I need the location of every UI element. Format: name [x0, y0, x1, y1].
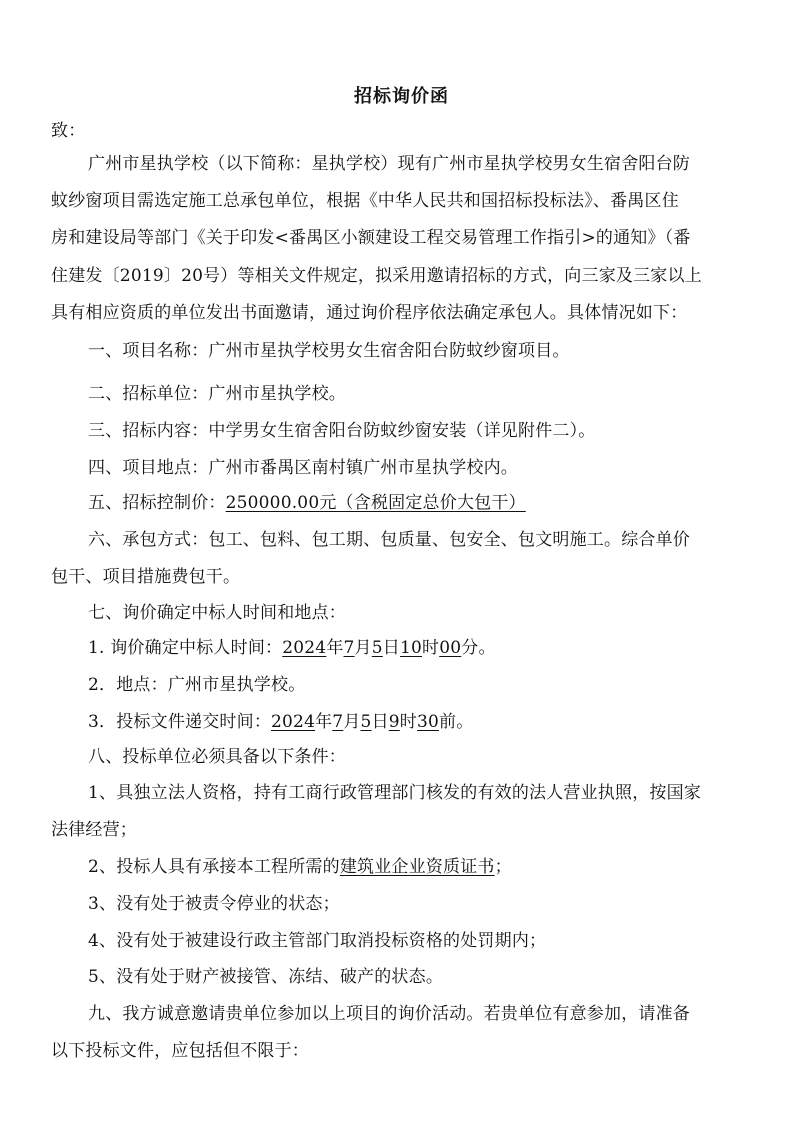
minute-unit: 分。 — [461, 638, 496, 658]
hour-unit: 时 — [399, 712, 417, 732]
inquiry-hour: 10 — [399, 638, 423, 658]
contract-mode-line-2: 包干、项目措施费包干。 — [51, 567, 241, 587]
submission-minute: 30 — [417, 712, 440, 732]
condition-1-line-2: 法律经营； — [51, 820, 137, 840]
submission-day: 5 — [360, 712, 372, 732]
invitation-line-1: 九、我方诚意邀请贵单位参加以上项目的询价活动。若贵单位有意参加，请准备 — [88, 1004, 690, 1024]
requirements-heading: 八、投标单位必须具备以下条件： — [88, 747, 346, 767]
control-price-value: 250000.00元（含税固定总价大包干） — [225, 493, 526, 513]
contract-mode-line-1: 六、承包方式：包工、包料、包工期、包质量、包安全、包文明施工。综合单价 — [88, 530, 690, 550]
project-name: 一、项目名称：广州市星执学校男女生宿舍阳台防蚊纱窗项目。 — [88, 341, 570, 361]
hour-unit: 时 — [422, 638, 440, 658]
condition-2 — [88, 855, 512, 879]
invitation-line-2: 以下投标文件，应包括但不限于： — [51, 1041, 309, 1061]
inquiry-heading: 七、询价确定中标人时间和地点： — [88, 603, 346, 623]
intro-line-5: 具有相应资质的单位发出书面邀请，通过询价程序依法确定承包人。具体情况如下： — [51, 303, 688, 323]
intro-line-3: 房和建设局等部门《关于印发<番禺区小额建设工程交易管理工作指引>的通知》（番 — [51, 228, 691, 248]
inquiry-year: 2024 — [282, 638, 327, 658]
tender-content: 三、招标内容：中学男女生宿舍阳台防蚊纱窗安装（详见附件二）。 — [88, 421, 596, 441]
qualification-certificate: 建筑业企业资质证书 — [339, 857, 495, 877]
year-unit: 年 — [315, 712, 333, 732]
control-price-label: 五、招标控制价： — [88, 493, 226, 513]
inquiry-place: 2．地点：广州市星执学校。 — [88, 675, 306, 695]
inquiry-minute: 00 — [439, 638, 462, 658]
control-price — [88, 491, 526, 515]
intro-line-2: 蚊纱窗项目需选定施工总承包单位，根据《中华人民共和国招标投标法》、番禺区住 — [51, 191, 679, 211]
submission-hour: 9 — [388, 712, 400, 732]
inquiry-month: 7 — [343, 638, 355, 658]
inquiry-day: 5 — [371, 638, 383, 658]
intro-line-4: 住建发〔2019〕20号）等相关文件规定，拟采用邀请招标的方式，向三家及三家以上 — [51, 266, 702, 286]
project-location: 四、项目地点：广州市番禺区南村镇广州市星执学校内。 — [88, 458, 518, 478]
submission-month: 7 — [332, 712, 344, 732]
condition-5: 5、没有处于财产被接管、冻结、破产的状态。 — [88, 967, 444, 987]
minute-unit: 前。 — [439, 712, 474, 732]
intro-line-1: 广州市星执学校（以下简称：星执学校）现有广州市星执学校男女生宿舍阳台防 — [88, 154, 690, 174]
document-title: 招标询价函 — [354, 86, 449, 107]
inquiry-time-label: 1. 询价确定中标人时间： — [88, 638, 283, 658]
condition-2-suffix: ； — [494, 857, 512, 877]
submission-time — [88, 710, 473, 734]
condition-1-line-1: 1、具独立法人资格，持有工商行政管理部门核发的有效的法人营业执照，按国家 — [88, 783, 702, 803]
submission-year: 2024 — [271, 712, 316, 732]
day-unit: 日 — [382, 638, 400, 658]
submission-time-label: 3．投标文件递交时间： — [88, 712, 272, 732]
condition-3: 3、没有处于被责令停业的状态； — [88, 894, 340, 914]
day-unit: 日 — [371, 712, 389, 732]
condition-2-text: 2、投标人具有承接本工程所需的 — [88, 857, 340, 877]
condition-4: 4、没有处于被建设行政主管部门取消投标资格的处罚期内； — [88, 931, 547, 951]
year-unit: 年 — [326, 638, 344, 658]
salutation: 致： — [51, 121, 86, 141]
inquiry-time — [88, 636, 496, 660]
month-unit: 月 — [354, 638, 372, 658]
month-unit: 月 — [343, 712, 361, 732]
tender-unit: 二、招标单位：广州市星执学校。 — [88, 384, 346, 404]
